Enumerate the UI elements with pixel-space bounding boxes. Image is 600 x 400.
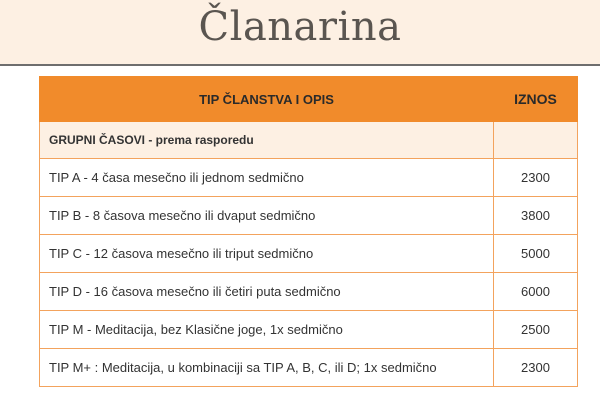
table-header-row: [40, 77, 578, 122]
header-description: TIP ČLANSTVA I OPIS: [40, 77, 494, 122]
row-description: TIP D - 16 časova mesečno ili četiri puta sedmično: [40, 273, 494, 311]
row-amount: 6000: [494, 273, 578, 311]
group-amount: [494, 122, 578, 159]
row-description: TIP B - 8 časova mesečno ili dvaput sedmično: [40, 197, 494, 235]
row-description: TIP A - 4 časa mesečno ili jednom sedmično: [40, 159, 494, 197]
row-description: TIP M - Meditacija, bez Klasične joge, 1x sedmično: [40, 311, 494, 349]
row-description: TIP C - 12 časova mesečno ili triput sedmično: [40, 235, 494, 273]
table-row: [40, 197, 578, 235]
table-row: [40, 349, 578, 387]
table-row: [40, 159, 578, 197]
row-amount: 2300: [494, 349, 578, 387]
header-amount: IZNOS: [494, 77, 578, 122]
row-description: TIP M+ : Meditacija, u kombinaciji sa TIP A, B, C, ili D; 1x sedmično: [40, 349, 494, 387]
row-amount: 5000: [494, 235, 578, 273]
table-row: [40, 273, 578, 311]
page-title: Članarina: [198, 4, 402, 50]
group-label: GRUPNI ČASOVI - prema rasporedu: [40, 122, 494, 159]
table-row: [40, 235, 578, 273]
group-row: [40, 122, 578, 159]
table-row: [40, 311, 578, 349]
membership-table: [39, 76, 578, 387]
row-amount: 3800: [494, 197, 578, 235]
row-amount: 2300: [494, 159, 578, 197]
row-amount: 2500: [494, 311, 578, 349]
